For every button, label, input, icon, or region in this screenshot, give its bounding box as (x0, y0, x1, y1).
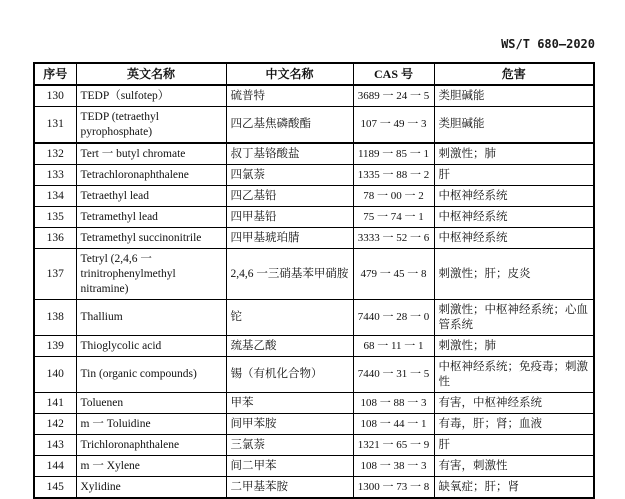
table-row (34, 414, 594, 435)
cas-number-cell: 75 一 74 一 1 (353, 207, 434, 228)
chinese-name-cell: 四甲基琥珀腈 (226, 228, 353, 249)
row-number-cell: 137 (34, 249, 76, 300)
table-row (34, 300, 594, 336)
table-row (34, 357, 594, 393)
hazard-cell: 肝 (434, 165, 594, 186)
chinese-name-cell: 间二甲苯 (226, 456, 353, 477)
english-name-cell: Tetryl (2,4,6 一 trinitrophenylmethyl nitramine) (76, 249, 226, 300)
row-number-cell: 132 (34, 143, 76, 165)
hazard-cell: 中枢神经系统；免疫毒；刺激性 (434, 357, 594, 393)
cas-number-cell: 1335 一 88 一 2 (353, 165, 434, 186)
english-name-cell: TEDP（sulfotep） (76, 85, 226, 107)
chinese-name-cell: 间甲苯胺 (226, 414, 353, 435)
chinese-name-cell: 硫普特 (226, 85, 353, 107)
hazard-cell: 类胆碱能 (434, 107, 594, 144)
chinese-name-cell: 四氯萘 (226, 165, 353, 186)
cas-number-cell: 3689 一 24 一 5 (353, 85, 434, 107)
row-number-cell: 133 (34, 165, 76, 186)
english-name-cell: Thioglycolic acid (76, 336, 226, 357)
row-number-cell: 142 (34, 414, 76, 435)
hazard-cell: 有毒，肝；肾；血液 (434, 414, 594, 435)
row-number-cell: 143 (34, 435, 76, 456)
row-number-cell: 131 (34, 107, 76, 144)
table-row (34, 435, 594, 456)
hazard-cell: 刺激性；肺 (434, 143, 594, 165)
chinese-name-cell: 二甲基苯胺 (226, 477, 353, 499)
table-row (34, 249, 594, 300)
table-row (34, 143, 594, 165)
english-name-cell: Thallium (76, 300, 226, 336)
chinese-name-cell: 巯基乙酸 (226, 336, 353, 357)
table-row (34, 186, 594, 207)
cas-number-cell: 108 一 88 一 3 (353, 393, 434, 414)
hazard-cell: 肝 (434, 435, 594, 456)
hazard-cell: 刺激性；中枢神经系统；心血管系统 (434, 300, 594, 336)
table-row (34, 207, 594, 228)
hazard-cell: 中枢神经系统 (434, 228, 594, 249)
english-name-cell: Tetrachloronaphthalene (76, 165, 226, 186)
row-number-cell: 139 (34, 336, 76, 357)
row-number-cell: 134 (34, 186, 76, 207)
chinese-name-cell: 叔丁基铬酸盐 (226, 143, 353, 165)
table-row (34, 393, 594, 414)
row-number-cell: 136 (34, 228, 76, 249)
row-number-cell: 138 (34, 300, 76, 336)
chinese-name-cell: 2,4,6 一三硝基苯甲硝胺 (226, 249, 353, 300)
chinese-name-cell: 四乙基铅 (226, 186, 353, 207)
row-number-cell: 145 (34, 477, 76, 499)
hazard-cell: 中枢神经系统 (434, 207, 594, 228)
cas-number-cell: 1189 一 85 一 1 (353, 143, 434, 165)
table-row (34, 165, 594, 186)
cas-number-cell: 479 一 45 一 8 (353, 249, 434, 300)
hazard-cell: 类胆碱能 (434, 85, 594, 107)
row-number-cell: 135 (34, 207, 76, 228)
english-name-cell: TEDP (tetraethyl pyrophosphate) (76, 107, 226, 144)
header-row-number: 序号 (34, 63, 76, 85)
english-name-cell: Tetramethyl lead (76, 207, 226, 228)
cas-number-cell: 1300 一 73 一 8 (353, 477, 434, 499)
row-number-cell: 130 (34, 85, 76, 107)
hazard-cell: 缺氧症；肝；肾 (434, 477, 594, 499)
chemical-hazard-table (33, 62, 595, 499)
chinese-name-cell: 三氯萘 (226, 435, 353, 456)
header-cas-number: CAS 号 (353, 63, 434, 85)
standard-code: WS/T 680—2020 (501, 37, 595, 51)
cas-number-cell: 7440 一 31 一 5 (353, 357, 434, 393)
hazard-cell: 中枢神经系统 (434, 186, 594, 207)
header-chinese-name: 中文名称 (226, 63, 353, 85)
table-row (34, 336, 594, 357)
hazard-cell: 有害，刺激性 (434, 456, 594, 477)
cas-number-cell: 1321 一 65 一 9 (353, 435, 434, 456)
chinese-name-cell: 四乙基焦磷酸酯 (226, 107, 353, 144)
chinese-name-cell: 四甲基铅 (226, 207, 353, 228)
header-hazard: 危害 (434, 63, 594, 85)
cas-number-cell: 107 一 49 一 3 (353, 107, 434, 144)
chinese-name-cell: 甲苯 (226, 393, 353, 414)
hazard-cell: 刺激性；肝；皮炎 (434, 249, 594, 300)
hazard-cell: 刺激性；肺 (434, 336, 594, 357)
table-row (34, 228, 594, 249)
chinese-name-cell: 铊 (226, 300, 353, 336)
cas-number-cell: 108 一 38 一 3 (353, 456, 434, 477)
english-name-cell: Tert 一 butyl chromate (76, 143, 226, 165)
hazard-cell: 有害，中枢神经系统 (434, 393, 594, 414)
english-name-cell: Toluenen (76, 393, 226, 414)
row-number-cell: 141 (34, 393, 76, 414)
table-row (34, 456, 594, 477)
header-english-name: 英文名称 (76, 63, 226, 85)
table-row (34, 107, 594, 144)
cas-number-cell: 3333 一 52 一 6 (353, 228, 434, 249)
english-name-cell: Trichloronaphthalene (76, 435, 226, 456)
english-name-cell: Tetramethyl succinonitrile (76, 228, 226, 249)
chinese-name-cell: 锡（有机化合物） (226, 357, 353, 393)
english-name-cell: m 一 Toluidine (76, 414, 226, 435)
cas-number-cell: 108 一 44 一 1 (353, 414, 434, 435)
table-header-row (34, 63, 594, 85)
cas-number-cell: 7440 一 28 一 0 (353, 300, 434, 336)
english-name-cell: Tetraethyl lead (76, 186, 226, 207)
table-row (34, 477, 594, 499)
cas-number-cell: 68 一 11 一 1 (353, 336, 434, 357)
row-number-cell: 140 (34, 357, 76, 393)
row-number-cell: 144 (34, 456, 76, 477)
table-row (34, 85, 594, 107)
english-name-cell: m 一 Xylene (76, 456, 226, 477)
cas-number-cell: 78 一 00 一 2 (353, 186, 434, 207)
english-name-cell: Xylidine (76, 477, 226, 499)
english-name-cell: Tin (organic compounds) (76, 357, 226, 393)
